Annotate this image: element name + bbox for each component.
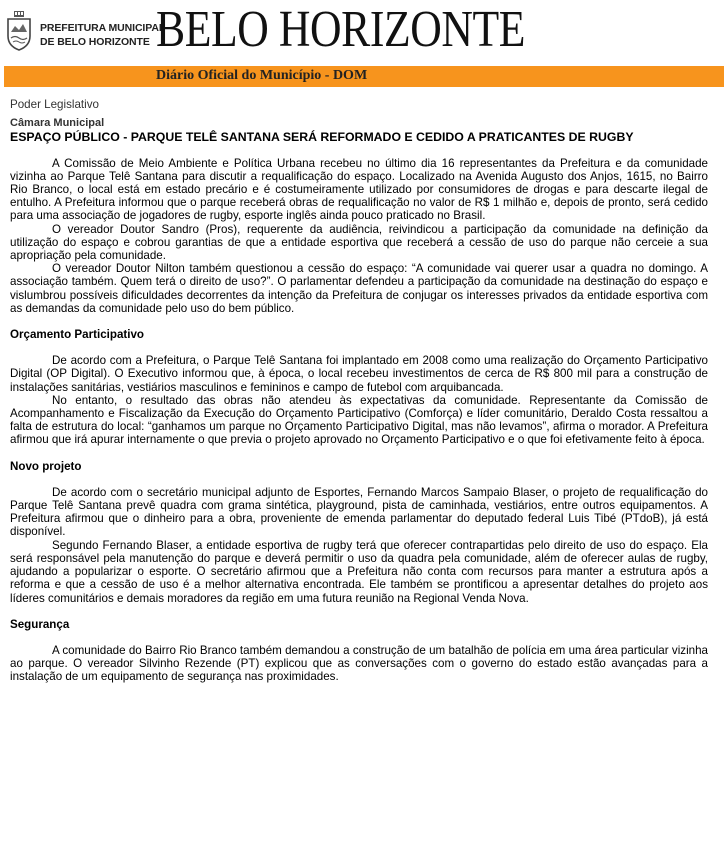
- novo-projeto-paragraph-1: De acordo com o secretário municipal adjunto de Esportes, Fernando Marcos Sampaio Blaser, o projeto de requalificação do Parque Telê Santana prevê quadra com grama sintética, playground, pista de caminhada, vestiários, entre outros equipamentos. A Prefeitura afirmou que o dinheiro para a obra, proveniente de emenda parlamentar do deputado federal Luis Tibé (PTdoB), já está disponível.: [10, 485, 708, 539]
- coat-of-arms-icon: [5, 10, 33, 52]
- orcamento-paragraph-2: No entanto, o resultado das obras não atendeu às expectativas da comunidade. Representante da Comissão de Acompanhamento e Fiscalização da Execução do Orçamento Participativo (Comforça) e líder comunitário, Deraldo Costa ressaltou a falta de estrutura do local: “ganhamos um parque no Orçamento Participativo Digital, mas não levamos”, afirma o morador. A Prefeitura afirmou que irá apurar internamente o que previa o projeto aprovado no Orçamento Participativo e o que foi efetivamente feito à época.: [10, 393, 708, 447]
- intro-paragraph-2: O vereador Doutor Sandro (Pros), requerente da audiência, reivindicou a participação da comunidade na definição da utilização do espaço e cobrou garantias de que a entidade esportiva que receberá a cessão de uso do parque não cerceie a sua apropriação pela comunidade.: [10, 222, 708, 263]
- intro-paragraph-1: A Comissão de Meio Ambiente e Política Urbana recebeu no último dia 16 representantes da Prefeitura e da comunidade vizinha ao Parque Telê Santana para discutir a requalificação do espaço. Localizado na Avenida Augusto dos Anjos, 1615, no Bairro Rio Branco, o local está em estado precário e é costumeiramente utilizado por consumidores de drogas e para descarte ilegal de entulho. A Prefeitura informou que o parque receberá obras de requalificação no valor de R$ 1 milhão e, depois de pronto, será cedido para uma associação de jogadores de rugby, esporte inglês ainda pouco praticado no Brasil.: [10, 156, 708, 223]
- section-label: Poder Legislativo: [10, 98, 99, 111]
- orcamento-paragraph-1: De acordo com a Prefeitura, o Parque Telê Santana foi implantado em 2008 como uma realização do Orçamento Participativo Digital (OP Digital). O Executivo informou que, à época, o local recebeu investimentos de cerca de R$ 800 mil para a construção de instalações sanitárias, vestiários masculinos e femininos e campo de futebol com arquibancada.: [10, 354, 708, 394]
- page-header: [0, 0, 724, 66]
- section-heading-seguranca: Segurança: [10, 617, 70, 631]
- novo-projeto-paragraph-2: Segundo Fernando Blaser, a entidade esportiva de rugby terá que oferecer contrapartidas pelo direito de uso do espaço. Ela será responsável pela manutenção do parque e deverá permitir o uso da quadra pela comunidade, além de oferecer aulas de rugby, ajudando a popularizar o esporte. O secretário afirmou que a Prefeitura não conta com recursos para manter a estrutura após a reforma e que a cessão de uso é a melhor alternativa encontrada. Ele também se prontificou a apresentar detalhes do projeto aos líderes comunitários e demais moradores da região em uma futura reunião na Regional Venda Nova.: [10, 538, 708, 605]
- section-heading-orcamento: Orçamento Participativo: [10, 328, 145, 342]
- seguranca-paragraph-1: A comunidade do Bairro Rio Branco também demandou a construção de um batalhão de polícia em uma área particular vizinha ao parque. O vereador Silvinho Rezende (PT) explicou que as conversações com o governo do estado estão avançadas para a instalação de um equipamento de segurança nas proximidades.: [10, 643, 708, 684]
- article: [10, 98, 708, 684]
- intro-paragraph-3: O vereador Doutor Nilton também questionou a cessão do espaço: “A comunidade vai querer usar a quadra no domingo. A associação também. Quem terá o direito de uso?”. O parlamentar defendeu a participação da comunidade na destinação do espaço e vislumbrou possíveis dificuldades decorrentes da intenção da Prefeitura de conjugar os interesses privados da entidade esportiva com as demandas da comunidade pelo uso do bem público.: [10, 262, 708, 315]
- city-title: BELO HORIZONTE: [156, 1, 525, 58]
- dom-banner: [4, 66, 724, 87]
- prefeitura-name-line1: PREFEITURA MUNICIPAL: [40, 22, 166, 34]
- subsection-label: Câmara Municipal: [10, 117, 105, 130]
- prefeitura-logo: [5, 10, 166, 54]
- dom-title: Diário Oficial do Município - DOM: [156, 68, 368, 83]
- article-headline: ESPAÇO PÚBLICO - PARQUE TELÊ SANTANA SERÁ REFORMADO E CEDIDO A PRATICANTES DE RUGBY: [10, 130, 634, 145]
- section-heading-novo-projeto: Novo projeto: [10, 459, 82, 473]
- prefeitura-name-line2: DE BELO HORIZONTE: [40, 36, 150, 48]
